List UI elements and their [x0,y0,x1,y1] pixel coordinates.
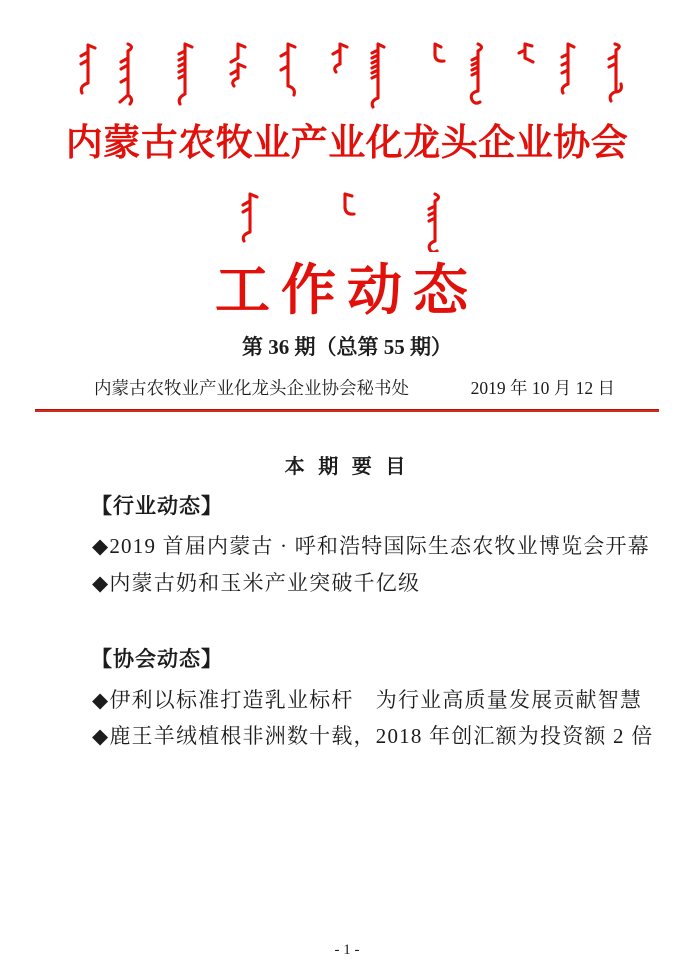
issue-number: 第 36 期（总第 55 期） [242,335,452,359]
toc-item: ◆内蒙古奶和玉米产业突破千亿级 [92,571,421,595]
toc-item: ◆伊利以标准打造乳业标杆 为行业高质量发展贡献智慧 [92,688,643,712]
mongolian-script-mid-icon [227,190,467,252]
bulletin-title: 工作动态 [214,260,479,321]
toc-item: ◆2019 首届内蒙古 · 呼和浩特国际生态农牧业博览会开幕 [92,534,650,558]
section-title-association: 【协会动态】 [91,648,223,671]
contents-heading: 本 期 要 目 [284,456,410,478]
toc-item: ◆鹿王羊绒植根非洲数十载，2018 年创汇额为投资额 2 倍 [92,724,654,748]
publisher-row [0,375,694,400]
publisher-name: 内蒙古农牧业产业化龙头企业协会秘书处 [94,378,409,398]
page-number: - 1 - [334,942,360,958]
association-title: 内蒙古农牧业产业化龙头企业协会 [65,123,629,164]
publish-date: 2019 年 10 月 12 日 [470,378,615,398]
mongolian-script-top-icon [72,40,632,110]
divider-rule [35,409,659,412]
section-title-industry: 【行业动态】 [91,495,223,518]
